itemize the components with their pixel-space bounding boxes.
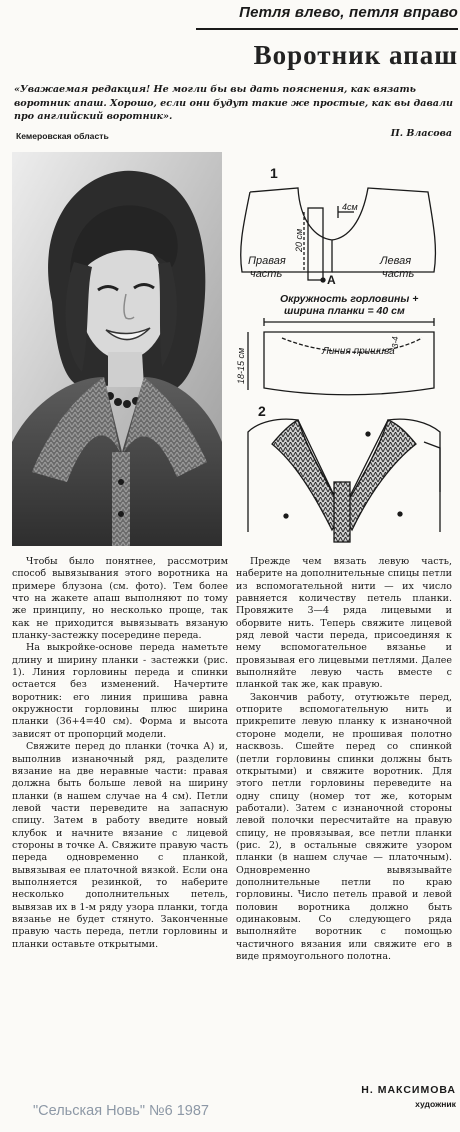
svg-text:Линия пришива: Линия пришива (322, 346, 395, 357)
pattern-svg (228, 152, 458, 546)
article-title: Воротник апаш (253, 40, 458, 70)
svg-text:часть: часть (250, 268, 283, 280)
figure-1-front-pattern (236, 165, 435, 395)
pattern-diagrams (228, 152, 458, 546)
woman-portrait-image (12, 152, 222, 546)
svg-text:А: А (327, 273, 336, 287)
source-credit: "Сельская Новь" №6 1987 (33, 1103, 209, 1119)
svg-text:Окружность горловины +: Окружность горловины + (280, 293, 419, 305)
author-role: художник (415, 1099, 456, 1109)
section-rubric: Петля влево, петля вправо (239, 4, 458, 21)
paragraph: Закончив работу, отутюжьте перед, отпорите вспомогательную нить и прикрепите левую планку к изнаночной стороне модели, не прошивая полотно насквозь. Сшейте перед со спинкой (петли горловины спинки должны быть открытыми) и свяжите воротник. Для этого петли горловины переведите на одну спицу (номер тот же, которым работали). Затем с изнаночной стороны левой полочки пересчитайте на правую спицу, не провязывая, все петли планки (рис. 2), в остальные свяжите узором планки (в нашем случае — платочным). Одновременно вывязывайте дополнительные петли по краю горловины. Число петель правой и левой половин воротника должно быть одинаковым. Со следующего ряда выполняйте воротник с помощью частичного вязания или свяжите его в виде прямоугольного полотна. (236, 691, 452, 962)
svg-text:18-15 см: 18-15 см (236, 347, 246, 384)
paragraph: Чтобы было понятнее, рассмотрим способ вывязывания этого воротника на примере блузона (см. фото). Тем более что на жакете апаш выполняют по тому же принципу, но несколько проще, так как не приходится вывязывать вязаную планку-застежку посередине переда. (12, 556, 228, 642)
figure-2-collar-knitting (248, 403, 440, 542)
svg-text:3-4: 3-4 (391, 336, 400, 348)
article-column-right (236, 556, 452, 1078)
fig1-number: 1 (270, 165, 278, 181)
fig2-number: 2 (258, 403, 266, 419)
paragraph: Прежде чем вязать левую часть, наберите на дополнительные спицы петли из вспомогательной нити — их число равняется количеству петель планки. Провяжите 3—4 ряда лицевыми и оборвите нить. Теперь свяжите лицевой ряд левой части переда, присоединяя к нему вспомогательное вязанье и провязывая его лицевыми петлями. Далее выполняйте левую часть вместе с планкой так же, как правую. (236, 556, 452, 691)
rubric-rule (196, 28, 458, 30)
svg-text:4см: 4см (342, 202, 358, 212)
svg-text:20 см: 20 см (294, 228, 304, 252)
article-column-left (12, 556, 228, 1101)
reader-letter: «Уважаемая редакция! Не могли бы вы дать пояснения, как вязать воротник апаш. Хорошо, если они будут такие же простые, как вы давали про английский воротник». (14, 84, 453, 122)
svg-text:часть: часть (382, 268, 415, 280)
author-name: Н. МАКСИМОВА (361, 1084, 456, 1096)
letter-author: П. Власова (390, 128, 452, 139)
svg-text:ширина планки = 40 см: ширина планки = 40 см (284, 305, 405, 317)
svg-text:Левая: Левая (380, 255, 412, 267)
model-photo (12, 152, 222, 546)
paragraph: На выкройке-основе переда наметьте длину и ширину планки - застежки (рис. 1). Линия горловины переда и спинки остается без изменений. Начертите воротник: его линия пришива равна окружности горловины плюс ширина планки (36+4=40 см). Форма и высота зависят от пропорций модели. (12, 642, 228, 740)
paragraph: Свяжите перед до планки (точка А) и, выполнив изнаночный ряд, разделите вязание на две неравные части: правая должна быть больше левой на ширину планки (в нашем случае на 4 см). Петли левой части переведите на запасную спицу. Затем в работу введите новый клубок и начните вязание с лицевой стороны в точке А. Свяжите правую часть переда одновременно с планкой, вывязывая ее платочной вязкой. Если она выполняется резинкой, то наберите несколько дополнительных петель, вывязав их в 1-м ряду узора планки, тогда вязанье не будет стянуто. Законченные правую часть переда, петли горловины и планки оставьте открытыми. (12, 741, 228, 950)
svg-text:Правая: Правая (248, 255, 286, 267)
letter-region: Кемеровская область (16, 131, 109, 141)
